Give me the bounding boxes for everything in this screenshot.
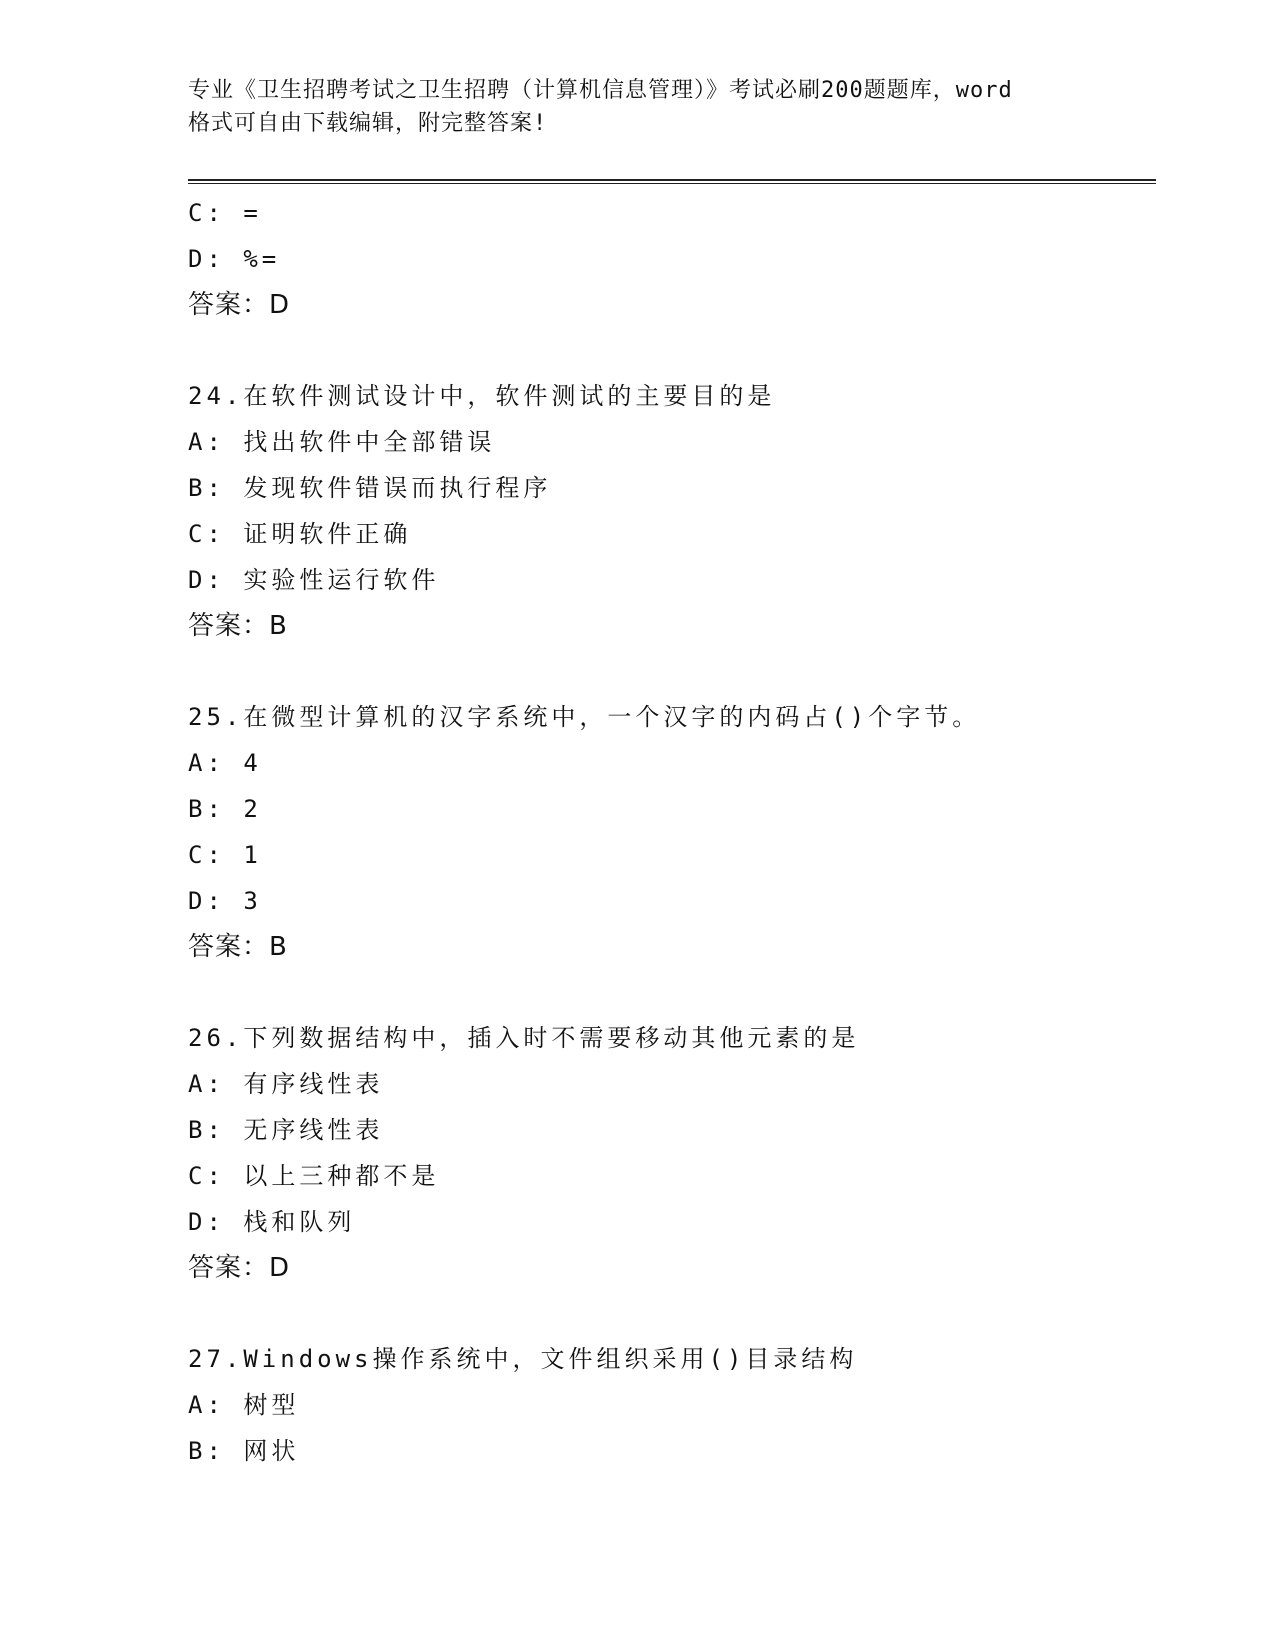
answer: 答案：D bbox=[188, 290, 291, 320]
spacer bbox=[188, 649, 1156, 694]
option-a: A: 找出软件中全部错误 bbox=[188, 428, 496, 456]
question-stem: 26.下列数据结构中，插入时不需要移动其他元素的是 bbox=[188, 1024, 860, 1052]
option-d: D: 实验性运行软件 bbox=[188, 566, 440, 594]
option-a: A: 4 bbox=[188, 749, 262, 777]
document-header bbox=[188, 74, 1088, 140]
spacer bbox=[188, 970, 1156, 1015]
option-d: D: 3 bbox=[188, 887, 262, 915]
answer: 答案：B bbox=[188, 611, 288, 641]
question-25 bbox=[188, 694, 1156, 970]
option-b: B: 网状 bbox=[188, 1437, 300, 1465]
spacer bbox=[188, 1291, 1156, 1336]
question-list bbox=[188, 190, 1156, 1474]
question-stem: 25.在微型计算机的汉字系统中，一个汉字的内码占()个字节。 bbox=[188, 703, 981, 731]
header-line-1: 专业《卫生招聘考试之卫生招聘（计算机信息管理）》考试必刷200题题库，word bbox=[188, 78, 1013, 103]
question-26 bbox=[188, 1015, 1156, 1291]
answer: 答案：B bbox=[188, 932, 288, 962]
option-a: A: 有序线性表 bbox=[188, 1070, 384, 1098]
question-24 bbox=[188, 373, 1156, 649]
option-d: D: 栈和队列 bbox=[188, 1208, 356, 1236]
question-27 bbox=[188, 1336, 1156, 1474]
option-b: B: 2 bbox=[188, 795, 262, 823]
option-d: D: %= bbox=[188, 245, 281, 273]
option-b: B: 发现软件错误而执行程序 bbox=[188, 474, 552, 502]
question-stem: 24.在软件测试设计中，软件测试的主要目的是 bbox=[188, 382, 776, 410]
answer: 答案：D bbox=[188, 1253, 291, 1283]
option-c: C: = bbox=[188, 199, 262, 227]
header-divider bbox=[188, 179, 1156, 184]
question-stem: 27.Windows操作系统中，文件组织采用()目录结构 bbox=[188, 1345, 858, 1373]
header-line-2: 格式可自由下载编辑，附完整答案! bbox=[188, 111, 548, 136]
option-c: C: 1 bbox=[188, 841, 262, 869]
option-c: C: 以上三种都不是 bbox=[188, 1162, 440, 1190]
spacer bbox=[188, 328, 1156, 373]
option-c: C: 证明软件正确 bbox=[188, 520, 412, 548]
option-b: B: 无序线性表 bbox=[188, 1116, 384, 1144]
option-a: A: 树型 bbox=[188, 1391, 300, 1419]
